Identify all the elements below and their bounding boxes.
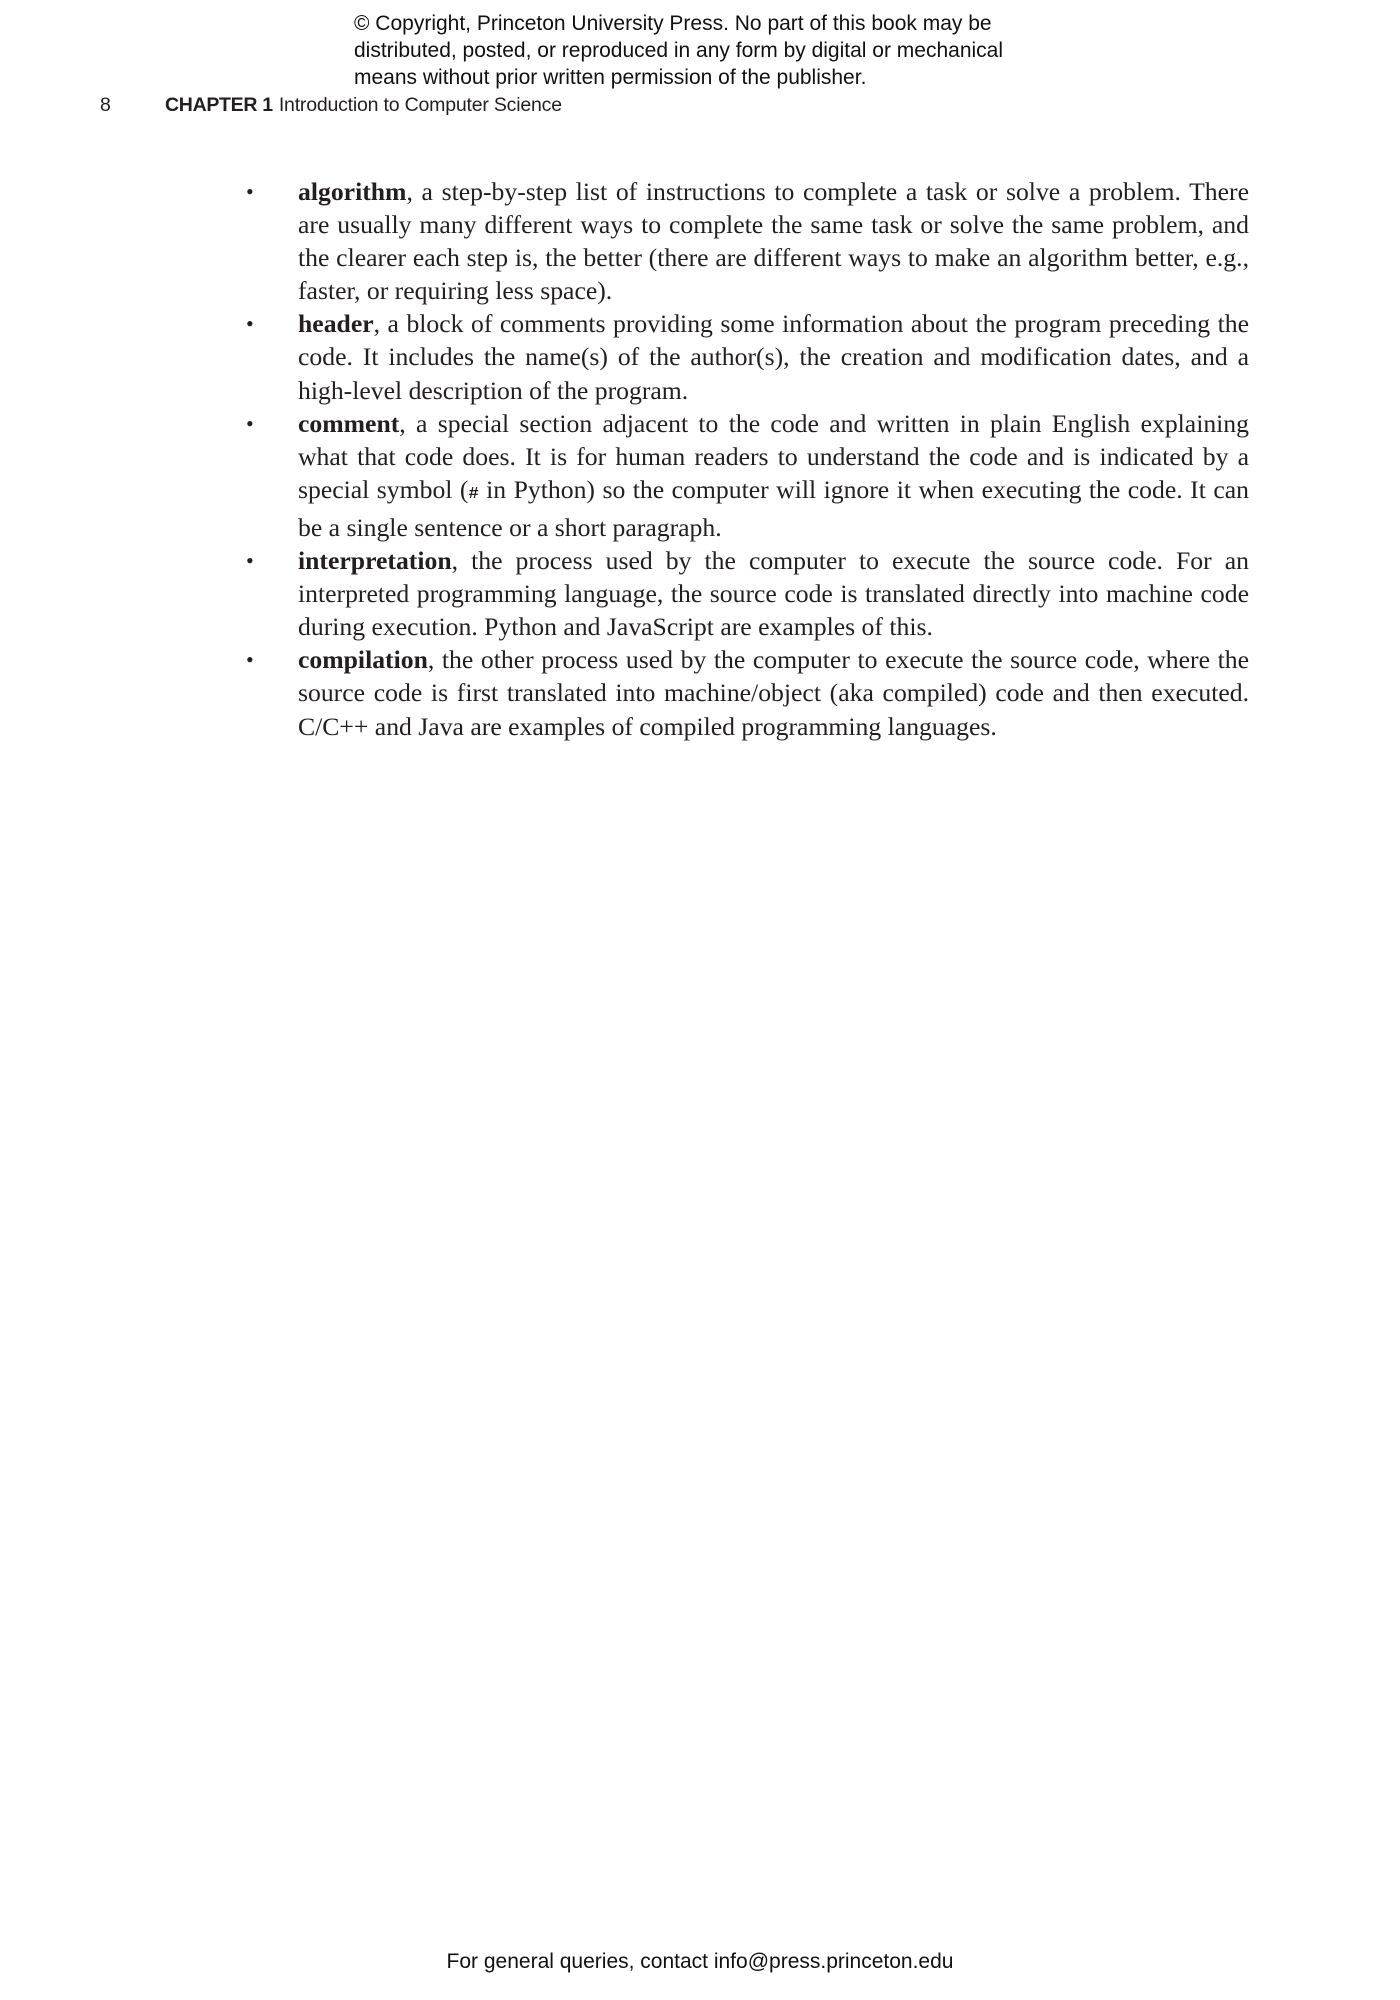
- definition-list: [246, 175, 1249, 743]
- definition-text: in Python) so the computer will ignore it when executing the code. It can be a single sentence or a short paragraph.: [298, 474, 1249, 542]
- comment-symbol: #: [468, 484, 479, 504]
- copyright-line: distributed, posted, or reproduced in any form by digital or mechanical: [354, 39, 1004, 62]
- definition-text: , the other process used by the computer to execute the source code, where the source code is first translated into machine/object (aka compiled) code and then executed. C/C++ and Java are examples of compiled programming languages.: [298, 645, 1249, 741]
- copyright-line: means without prior written permission of the publisher.: [354, 66, 867, 89]
- bullet-icon: •: [246, 548, 254, 574]
- definition-item-compilation: [246, 643, 1249, 742]
- definition-item-algorithm: [246, 175, 1249, 307]
- copyright-line: © Copyright, Princeton University Press. No part of this book may be: [354, 12, 992, 35]
- page-number: 8: [100, 94, 111, 116]
- bullet-icon: •: [246, 647, 254, 673]
- footer-contact: For general queries, contact info@press.princeton.edu: [446, 1950, 954, 1973]
- definition-item-header: [246, 307, 1249, 406]
- definition-term: comment: [298, 408, 400, 438]
- chapter-title: Introduction to Computer Science: [278, 94, 562, 116]
- definition-text: , a special section adjacent to the code and written in plain English explaining what that code does. It is for human readers to understand the code and is indicated by a special symbol (: [298, 408, 1249, 504]
- definition-text: , a step-by-step list of instructions to complete a task or solve a problem. There are usually many different ways to complete the same task or solve the same problem, and the clearer each step is, the better (there are different ways to make an algorithm better, e.g., faster, or requiring less space).: [298, 177, 1249, 306]
- definition-text: , the process used by the computer to execute the source code. For an interpreted programming language, the source code is translated directly into machine code during execution. Python and JavaScript are examples of this.: [298, 546, 1249, 642]
- definition-item-comment: [246, 407, 1249, 544]
- bullet-icon: •: [246, 410, 254, 436]
- bullet-icon: •: [246, 311, 254, 337]
- definition-term: compilation: [298, 645, 428, 675]
- definition-term: header: [298, 309, 374, 339]
- bullet-icon: •: [246, 179, 254, 204]
- chapter-label: CHAPTER 1: [165, 94, 273, 116]
- definition-text: , a block of comments providing some information about the program preceding the code. It includes the name(s) of the author(s), the creation and modification dates, and a high-level description of the program.: [298, 309, 1249, 405]
- definition-item-interpretation: [246, 544, 1249, 643]
- definition-term: interpretation: [298, 546, 452, 576]
- copyright-notice: [354, 10, 1074, 91]
- running-head: [100, 92, 562, 118]
- definition-term: algorithm: [298, 177, 407, 206]
